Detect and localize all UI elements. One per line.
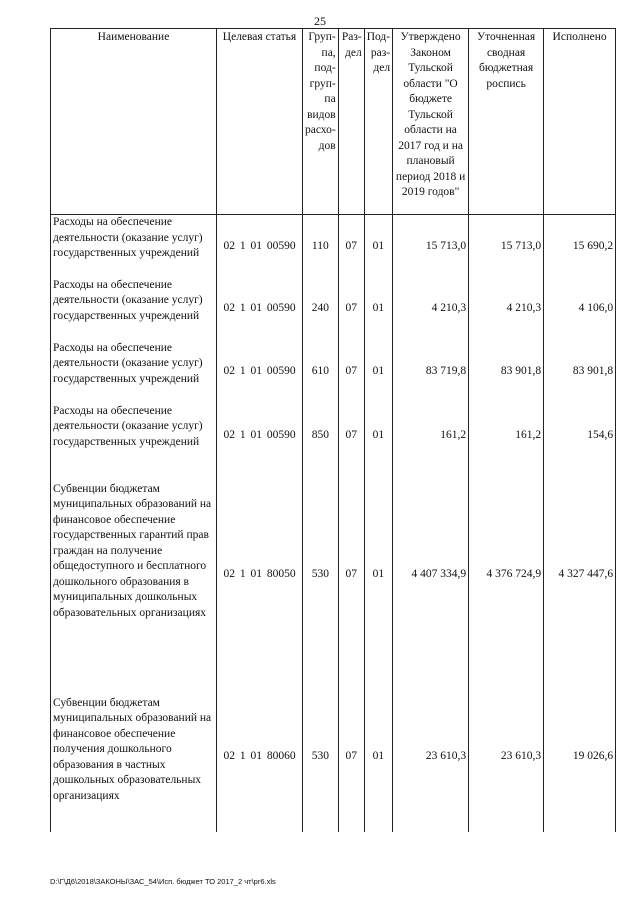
row-name: Расходы на обеспечение деятельности (оказание услуг) государственных учреждений bbox=[51, 215, 217, 278]
row-section: 07 bbox=[338, 468, 364, 682]
header-target-article: Целевая статья bbox=[217, 29, 303, 215]
header-expense-group: Груп-па, под-груп-па видов расхо-дов bbox=[303, 29, 339, 215]
table-row bbox=[51, 215, 616, 278]
row-target-article: 02 1 01 00590 bbox=[217, 341, 303, 404]
row-section: 07 bbox=[338, 341, 364, 404]
row-subsection: 01 bbox=[364, 215, 392, 278]
row-subsection: 01 bbox=[364, 278, 392, 341]
row-approved: 4 407 334,9 bbox=[393, 468, 469, 682]
table-row bbox=[51, 278, 616, 341]
row-name: Субвенции бюджетам муниципальных образований на финансовое обеспечение получения дошкольного образования в частных дошкольных образовательных организациях bbox=[51, 682, 217, 832]
row-name: Расходы на обеспечение деятельности (оказание услуг) государственных учреждений bbox=[51, 278, 217, 341]
row-approved: 23 610,3 bbox=[393, 682, 469, 832]
row-name: Расходы на обеспечение деятельности (оказание услуг) государственных учреждений bbox=[51, 404, 217, 468]
row-approved: 15 713,0 bbox=[393, 215, 469, 278]
page-number: 25 bbox=[314, 14, 326, 28]
row-subsection: 01 bbox=[364, 341, 392, 404]
row-expense-group: 110 bbox=[303, 215, 339, 278]
row-name: Расходы на обеспечение деятельности (оказание услуг) государственных учреждений bbox=[51, 341, 217, 404]
row-subsection: 01 bbox=[364, 682, 392, 832]
header-section: Раз-дел bbox=[338, 29, 364, 215]
row-expense-group: 610 bbox=[303, 341, 339, 404]
table-row bbox=[51, 404, 616, 468]
budget-table bbox=[50, 28, 616, 832]
row-expense-group: 240 bbox=[303, 278, 339, 341]
row-executed: 15 690,2 bbox=[544, 215, 616, 278]
row-name: Субвенции бюджетам муниципальных образований на финансовое обеспечение государственных гарантий прав граждан на получение общедоступного и бесплатного дошкольного образования в муниципальных дошкольных образовательных организациях bbox=[51, 468, 217, 682]
row-approved: 161,2 bbox=[393, 404, 469, 468]
row-section: 07 bbox=[338, 215, 364, 278]
row-expense-group: 850 bbox=[303, 404, 339, 468]
row-refined: 161,2 bbox=[469, 404, 544, 468]
header-name: Наименование bbox=[51, 29, 217, 215]
row-executed: 83 901,8 bbox=[544, 341, 616, 404]
header-subsection: Под-раз-дел bbox=[364, 29, 392, 215]
row-refined: 83 901,8 bbox=[469, 341, 544, 404]
row-target-article: 02 1 01 80060 bbox=[217, 682, 303, 832]
header-approved: Утверждено Законом Тульской области "О бюджете Тульской области на 2017 год и на плановый период 2018 и 2019 годов" bbox=[393, 29, 469, 215]
row-subsection: 01 bbox=[364, 404, 392, 468]
row-approved: 4 210,3 bbox=[393, 278, 469, 341]
row-subsection: 01 bbox=[364, 468, 392, 682]
header-executed: Исполнено bbox=[544, 29, 616, 215]
header-refined: Уточненная сводная бюджетная роспись bbox=[469, 29, 544, 215]
row-approved: 83 719,8 bbox=[393, 341, 469, 404]
table-header-row bbox=[51, 29, 616, 215]
row-refined: 4 210,3 bbox=[469, 278, 544, 341]
row-expense-group: 530 bbox=[303, 468, 339, 682]
row-executed: 19 026,6 bbox=[544, 682, 616, 832]
row-section: 07 bbox=[338, 404, 364, 468]
row-target-article: 02 1 01 80050 bbox=[217, 468, 303, 682]
row-target-article: 02 1 01 00590 bbox=[217, 215, 303, 278]
row-executed: 154,6 bbox=[544, 404, 616, 468]
table-row bbox=[51, 468, 616, 682]
row-expense-group: 530 bbox=[303, 682, 339, 832]
footer-file-path: D:\Г\Д6\2018\ЗАКОНЫ\ЗАС_54\Исп. бюджет ТО 2017_2 чт\pr6.xls bbox=[50, 877, 276, 886]
row-executed: 4 106,0 bbox=[544, 278, 616, 341]
row-refined: 23 610,3 bbox=[469, 682, 544, 832]
row-refined: 4 376 724,9 bbox=[469, 468, 544, 682]
row-target-article: 02 1 01 00590 bbox=[217, 278, 303, 341]
row-executed: 4 327 447,6 bbox=[544, 468, 616, 682]
row-section: 07 bbox=[338, 682, 364, 832]
table-row bbox=[51, 341, 616, 404]
row-section: 07 bbox=[338, 278, 364, 341]
row-refined: 15 713,0 bbox=[469, 215, 544, 278]
table-row bbox=[51, 682, 616, 832]
row-target-article: 02 1 01 00590 bbox=[217, 404, 303, 468]
